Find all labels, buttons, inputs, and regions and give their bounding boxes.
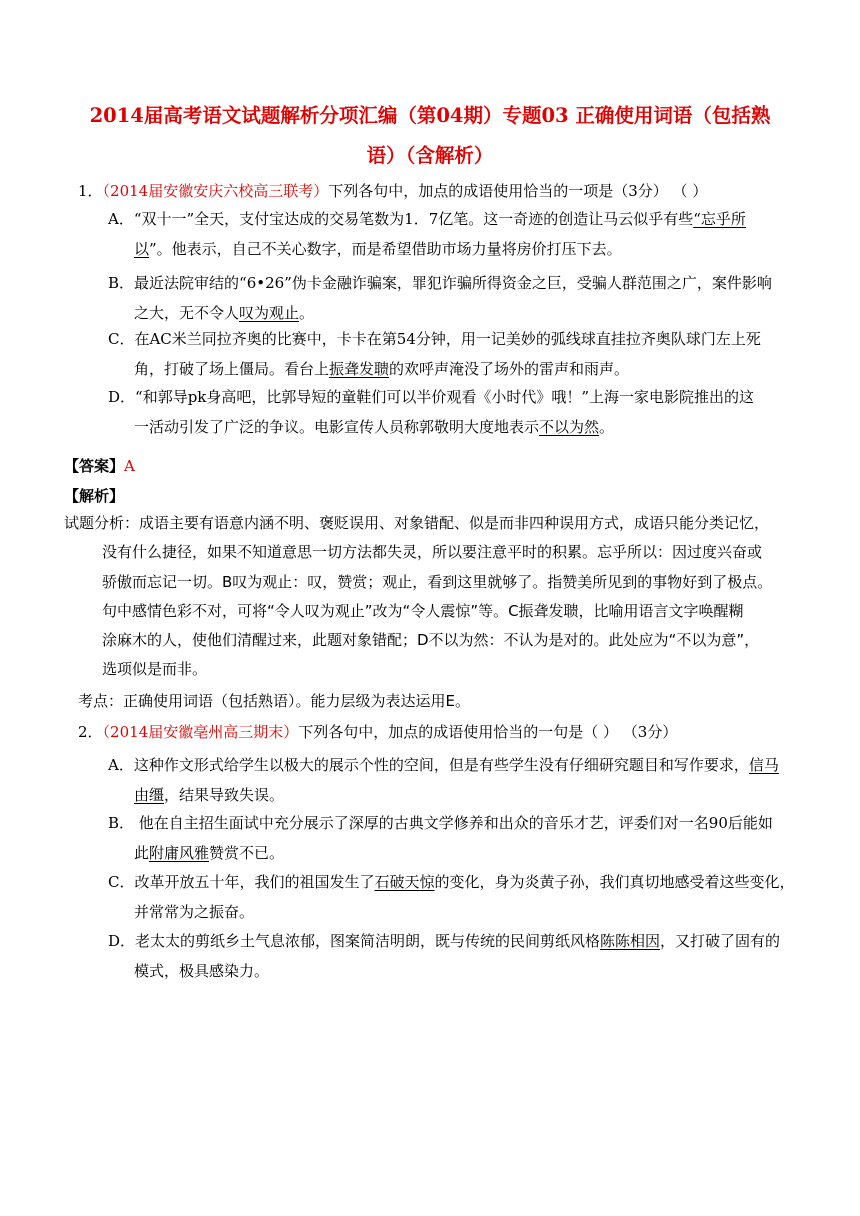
option-text: D．“和郭导pk身高吧，比郭导短的童鞋们可以半价观看《小时代》哦！”上海一家电影院推出的这 bbox=[108, 388, 755, 406]
underlined-idiom: 不以为然 bbox=[539, 418, 600, 436]
question-2-option-d bbox=[108, 926, 808, 986]
option-text: 的变化，身为炎黄子孙，我们真切地感受着这些变化， bbox=[434, 873, 795, 891]
option-text: 并常常为之振奋。 bbox=[134, 903, 255, 921]
option-text: D．老太太的剪纸乡土气息浓郁，图案简洁明朗，既与传统的民间剪纸风格 bbox=[108, 932, 601, 950]
question-1-source: （2014届安徽安庆六校高三联考） bbox=[102, 182, 329, 200]
option-text: 模式，极具感染力。 bbox=[134, 962, 270, 980]
question-1-number: 1． bbox=[78, 182, 103, 200]
question-2-source: （2014届安徽亳州高三期末） bbox=[102, 723, 299, 741]
title-line-2: 语）（含解析） bbox=[366, 144, 494, 167]
question-1-option-d bbox=[108, 382, 808, 442]
option-text: ，又打破了固有的 bbox=[660, 932, 781, 950]
answer-line bbox=[64, 455, 135, 476]
option-text: ，结果导致失误。 bbox=[164, 786, 285, 804]
analysis-line: 骄傲而忘记一切。B叹为观止：叹，赞赏；观止，看到这里就够了。指赞美所见到的事物好到了极点。 bbox=[102, 572, 773, 591]
option-text: 一活动引发了广泛的争议。电影宣传人员称郭敬明大度地表示 bbox=[134, 418, 540, 436]
question-1-stem bbox=[78, 181, 798, 202]
underlined-idiom: 陈陈相因 bbox=[600, 932, 661, 950]
underlined-idiom: “忘乎所 bbox=[693, 210, 746, 228]
analysis-line: 涂麻木的人，使他们清醒过来，此题对象错配；D不以为然：不认为是对的。此处应为“不以为意”， bbox=[102, 631, 760, 650]
underlined-idiom: 叹为观止 bbox=[239, 304, 300, 322]
analysis-line: 试题分析：成语主要有语意内涵不明、褒贬误用、对象错配、似是而非四种误用方式，成语只能分类记忆， bbox=[64, 514, 770, 532]
analysis-line: 句中感情色彩不对，可将“令人叹为观止”改为“令人震惊”等。C振聋发聩，比喻用语言文字唤醒糊 bbox=[102, 601, 744, 620]
underlined-idiom: 附庸风雅 bbox=[149, 844, 210, 862]
underlined-idiom: 信马 bbox=[748, 756, 779, 774]
option-text: ”。他表示，自己不关心数字，而是希望借助市场力量将房价打压下去。 bbox=[149, 240, 622, 258]
option-text: 角，打破了场上僵局。看台上 bbox=[134, 360, 330, 378]
option-text: C．在AC米兰同拉齐奥的比赛中，卡卡在第54分钟，用一记美妙的弧线球直挂拉齐奥队球门左上死 bbox=[108, 330, 761, 348]
option-text: 。 bbox=[299, 304, 315, 322]
option-text: B．最近法院审结的“6•26”伪卡金融诈骗案，罪犯诈骗所得资金之巨，受骗人群范围之广，案件影响 bbox=[108, 274, 772, 292]
answer-label: 【答案】 bbox=[64, 457, 125, 475]
question-1-option-a bbox=[108, 204, 808, 264]
question-2-option-a bbox=[108, 750, 808, 810]
question-1-prompt: 下列各句中，加点的成语使用恰当的一项是（3分） （ ） bbox=[328, 182, 708, 200]
question-2-number: 2． bbox=[78, 723, 103, 741]
underlined-idiom: 以 bbox=[134, 240, 150, 258]
question-1-option-c bbox=[108, 324, 808, 384]
underlined-idiom: 石破天惊 bbox=[374, 873, 435, 891]
option-text: 此 bbox=[134, 844, 150, 862]
option-text: 赞赏不已。 bbox=[209, 844, 285, 862]
document-title bbox=[60, 96, 800, 176]
option-text: C．改革开放五十年，我们的祖国发生了 bbox=[108, 873, 375, 891]
question-1-option-b bbox=[108, 268, 808, 328]
underlined-idiom: 振聋发聩 bbox=[329, 360, 390, 378]
option-text: 。 bbox=[599, 418, 615, 436]
option-text: A．“双十一”全天，支付宝达成的交易笔数为1．7亿笔。这一奇迹的创造让马云似乎有些 bbox=[108, 210, 694, 228]
analysis-line: 没有什么捷径，如果不知道意思一切方法都失灵，所以要注意平时的积累。忘乎所以：因过度兴奋或 bbox=[102, 543, 763, 562]
analysis-label: 【解析】 bbox=[64, 487, 125, 505]
underlined-idiom: 由缰 bbox=[134, 786, 165, 804]
option-text: A．这种作文形式给学生以极大的展示个性的空间，但是有些学生没有仔细研究题目和写作要求， bbox=[108, 756, 749, 774]
question-2-option-c bbox=[108, 867, 808, 927]
title-line-1: 2014届高考语文试题解析分项汇编（第04期）专题03 正确使用词语（包括熟 bbox=[89, 104, 771, 127]
analysis-body bbox=[64, 509, 794, 685]
option-text: 之大，无不令人 bbox=[134, 304, 240, 322]
question-2-prompt: 下列各句中，加点的成语使用恰当的一句是（ ） （3分） bbox=[298, 723, 678, 741]
option-text: B． 他在自主招生面试中充分展示了深厚的古典文学修养和出众的音乐才艺，评委们对一名90后能如 bbox=[108, 814, 773, 832]
option-text: 的欢呼声淹没了场外的雷声和雨声。 bbox=[389, 360, 630, 378]
answer-value: A bbox=[124, 457, 135, 475]
analysis-line: 选项似是而非。 bbox=[102, 660, 208, 679]
question-2-stem bbox=[78, 722, 798, 743]
question-2-option-b bbox=[108, 808, 808, 868]
kaodian-line: 考点：正确使用词语（包括熟语）。能力层级为表达运用E。 bbox=[78, 692, 470, 710]
